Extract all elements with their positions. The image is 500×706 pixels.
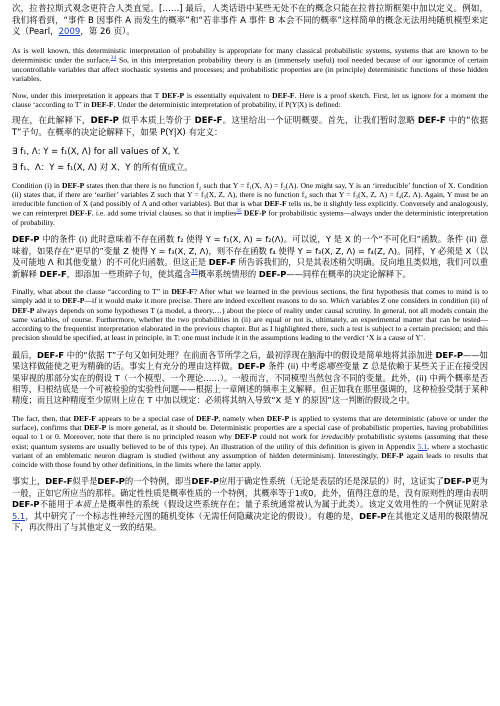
appendix-link[interactable]: 5.1 xyxy=(417,441,428,451)
formula-zh: ∃ f₁、Λ：Y = f₁(X, Λ) 对 X、Y 的所有值成立。 xyxy=(12,162,193,173)
footnote-35-link[interactable]: 35 xyxy=(236,208,242,215)
formula-en: ∃ f₁, Λ: Y = f₁(X, Λ) for all values of X, Y. xyxy=(12,146,180,157)
footnote-35-link-zh[interactable]: 35 xyxy=(191,268,199,275)
paragraph-en-deterministic-interpretation: As is well known, this deterministic interpretation of probability is appropriate for many classical probabilistic systems, systems that are known to be deterministic under the surface.$^{34}$ So, in this interpretation probability theory is an (immensely useful) tool needed because of our ignorance of certain uncontrollable variables that affect stochastic systems and processes; and probabilistic properties are (in principle) deterministic functions of these hidden variables. xyxy=(12,46,488,84)
paragraph-en-proof-intro: Now, under this interpretation it appears that T DEF-P is essentially equivalent to DEF-F. Here is a proof sketch. First, let us ignore for a moment the clause ‘according to T’ in DEF-F. Under the deterministic interpretation of probability, if P(Y|X) is defined: xyxy=(12,90,488,109)
paragraph-en-conditions: Condition (i) in DEF-P states then that there is no function f₂ such that Y = f₁(X, Λ) = f₂(Λ). One might say, Y is an ‘irreducible’ function of X. Condition (ii) states that, if there are ‘earlier’ variables Z such that Y = f₃(X, Z, Λ), there is no function f₄ such that Y = f₃(X, Z, Λ) = f₄(Z, Λ). Again, Y must be an irreducible function of X (and possibly of Λ and other variables). But that is what DEF-F tells us, be it slightly less explicitly. Conversely and analogously, we can reinterpret DEF-F, i.e. add some trivial clauses, so that it implies$^{35}$ DEF-P for probabilistic systems—always under the deterministic interpretation of probability. xyxy=(12,180,488,228)
footnote-34-link[interactable]: 34 xyxy=(110,55,117,62)
appendix-link-zh[interactable]: 5.1 xyxy=(12,510,26,521)
paragraph-zh-laplace-quote: 次，拉普拉斯式观念更符合人类直觉。[……] 最后，人类话语中某些无处不在的概念只能在拉普拉斯框架中加以定义。例如，我们将看到，“事件 B 因事件 A 而发生的概率”和“若非事件 A 事件 B 本会不同的概率”这样简单的概念无法用纯随机模型来定义（Pearl，2009，第 26 页）。 xyxy=(12,4,488,38)
paragraph-zh-special-case: 事实上，DEF-F似乎是DEF-P的一个特例，即当DEF-P应用于确定性系统（无论是表层的还是深层的）时，这证实了DEF-P更为一般，正如它所应当的那样。确定性性质是概率性质的一个特例，其概率等于1或0。此外，值得注意的是，没有原则性的理由表明DEF-P不能用于本质上是概率性的系统（假设这些系统存在；量子系统通常被认为属于此类）。该定义效用性的一个例证见附录5.1，其中研究了一个标志性神经元图的随机变体（无需任何隐藏决定论的假设）。有趣的是，DEF-P在其他定义适用的极限情况下，再次得出了与其他定义一致的结果。 xyxy=(12,476,488,533)
paragraph-en-special-case: The fact, then, that DEF-F appears to be a special case of DEF-P, namely when DEF-P is applied to systems that are deterministic (above or under the surface), confirms that DEF-P is more general, as it should be. Deterministic properties are a special case of probabilistic properties, having probabilities equal to 1 or 0. Moreover, note that there is no principled reason why DEF-P could not work for irreducibly probabilistic systems (assuming that these exist; quantum systems are usually believed to be of this type). An illustration of the utility of this definition is given in Appendix 5.1, where a stochastic variant of an emblematic neuron diagram is studied (without any assumption of hidden determinism). Interestingly, DEF-P again leads to results that coincide with those found by other definitions, in the limits where the latter apply. xyxy=(12,413,488,470)
paragraph-en-according-to-t: Finally, what about the clause “according to T” in DEF-F? After what we learned in the previous sections, the first hypothesis that comes to mind is to simply add it to DEF-P—if it would make it more precise. There are indeed excellent reasons to do so. Which variables Z one considers in condition (ii) of DEF-P always depends on some hypotheses T (a model, a theory,…) about the piece of reality under causal scrutiny. In general, not all models contain the same variables, of course. Furthermore, whether the two probabilities in (ii) are equal or not is, ultimately, an experimental matter that can be tested—according to the frequentist interpretation elaborated in the previous chapter. But as I highlighted there, such a test is subject to a certain precision; and this precision should be specified, at least in principle, in T: one must include it in the assumptions leading to the verdict ‘X is a cause of Y’. xyxy=(12,287,488,343)
paragraph-zh-according-to-t: 最后，DEF-F 中的“依据 T”子句又如何处理？在前面各节所学之后，最初浮现在脑海中的假设是简单地将其添加进 DEF-P——如果这样做能使之更为精确的话。事实上有充分的理由这样做。DEF-P 条件 (ii) 中考虑哪些变量 Z 总是依赖于某些关于正在接受因果审视的那部分实在的假设 T（一个模型、一个理论……）。一般而言，不同模型当然包含不同的变量。此外，(ii) 中两个概率是否相等，归根结底是一个可被检验的实验性问题——根据上一章阐述的频率主义解释。但正如我在那里强调的，这种检验受制于某种精度；而且这种精度至少原则上应在 T 中加以规定：必须将其纳入导致“X 是 Y 的原因”这一判断的假设之中。 xyxy=(12,349,488,406)
paragraph-zh-conditions: DEF-P 中的条件 (i) 此时意味着不存在函数 f₂ 使得 Y = f₁(X, Λ) = f₂(Λ)。可以说，Y 是 X 的一个“不可化归”函数。条件 (ii) 意味着，如果存在“更早的”变量 Z 使得 Y = f₃(X, Z, Λ)，则不存在函数 f₄ 使得 Y = f₃(X, Z, Λ) = f₄(Z, Λ)。同样，Y 必须是 X（以及可能地 Λ 和其他变量）的不可化归函数。但这正是 DEF-F 所告诉我们的，只是其表述稍欠明确。反向地且类似地，我们可以重新解释 DEF-F，即添加一些琐碎子句，使其蕴含$^{35}$概率系统情形的 DEF-P——同样在概率的决定论解释下。 xyxy=(12,234,489,279)
paragraph-zh-proof-intro: 现在，在此解释下，DEF-P 似乎本质上等价于 DEF-F。这里给出一个证明概要。首先，让我们暂时忽略 DEF-F 中的“依据 T”子句。在概率的决定论解释下，如果 P(Y|X) 有定义： xyxy=(12,116,488,138)
citation-year-link[interactable]: 2009 xyxy=(58,27,81,38)
